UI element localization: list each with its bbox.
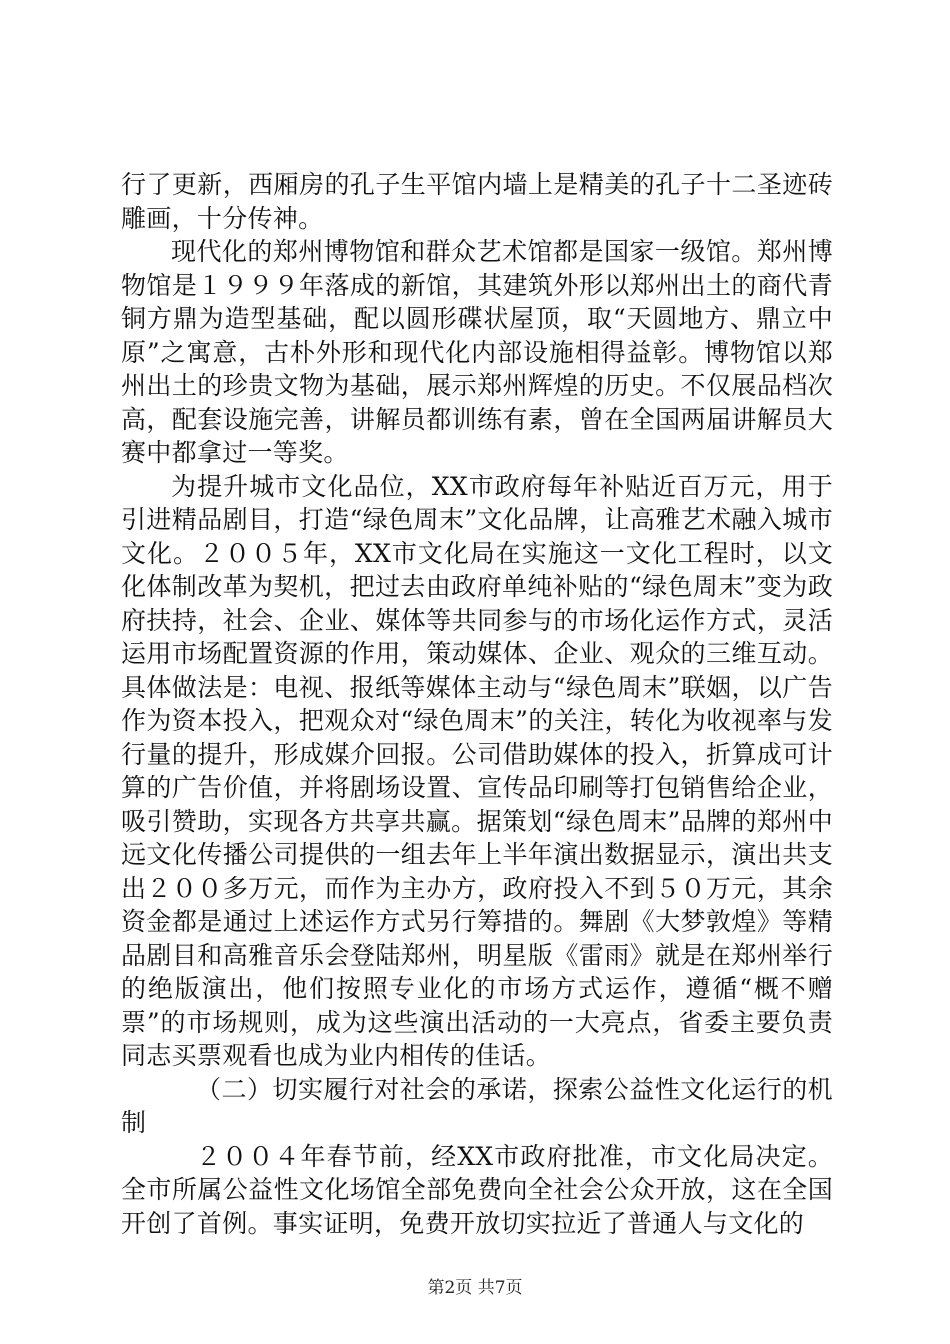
body-text (121, 168, 833, 1240)
paragraph-museum: 现代化的郑州博物馆和群众艺术馆都是国家一级馆。郑州博物馆是１９９９年落成的新馆，其建筑外形以郑州出土的商代青铜方鼎为造型基础，配以圆形碟状屋顶，取“天圆地方、鼎立中原”之寓意，古朴外形和现代化内部设施相得益彰。博物馆以郑州出土的珍贵文物为基础，展示郑州辉煌的历史。不仅展品档次高，配套设施完善，讲解员都训练有素，曾在全国两届讲解员大赛中都拿过一等奖。 (121, 237, 833, 467)
section-heading: （二）切实履行对社会的承诺，探索公益性文化运行的机制 (121, 1074, 833, 1137)
page-number: 第2页 共7页 (427, 1278, 523, 1298)
paragraph-green-weekend: 为提升城市文化品位，XX市政府每年补贴近百万元，用于引进精品剧目，打造“绿色周末”文化品牌，让高雅艺术融入城市文化。２００５年，XX市文化局在实施这一文化工程时，以文化体制改革为契机，把过去由政府单纯补贴的“绿色周末”变为政府扶持，社会、企业、媒体等共同参与的市场化运作方式，灵活运用市场配置资源的作用，策动媒体、企业、观众的三维互动。具体做法是：电视、报纸等媒体主动与“绿色周末”联姻，以广告作为资本投入，把观众对“绿色周末”的关注，转化为收视率与发行量的提升，形成媒介回报。公司借助媒体的投入，折算成可计算的广告价值，并将剧场设置、宣传品印刷等打包销售给企业，吸引赞助，实现各方共享共赢。据策划“绿色周末”品牌的郑州中远文化传播公司提供的一组去年上半年演出数据显示，演出共支出２００多万元，而作为主办方，政府投入不到５０万元，其余资金都是通过上述运作方式另行筹措的。舞剧《大梦敦煌》等精品剧目和高雅音乐会登陆郑州，明星版《雷雨》就是在郑州举行的绝版演出，他们按照专业化的市场方式运作，遵循“概不赠票”的市场规则，成为这些演出活动的一大亮点，省委主要负责同志买票观看也成为业内相传的佳话。 (121, 471, 833, 1070)
paragraph-free-access: ２００４年春节前，经XX市政府批准，市文化局决定。全市所属公益性文化场馆全部免费向全社会公众开放，这在全国开创了首例。事实证明，免费开放切实拉近了普通人与文化的 (121, 1141, 833, 1238)
paragraph-continued: 行了更新，西厢房的孔子生平馆内墙上是精美的孔子十二圣迹砖雕画，十分传神。 (121, 170, 833, 233)
